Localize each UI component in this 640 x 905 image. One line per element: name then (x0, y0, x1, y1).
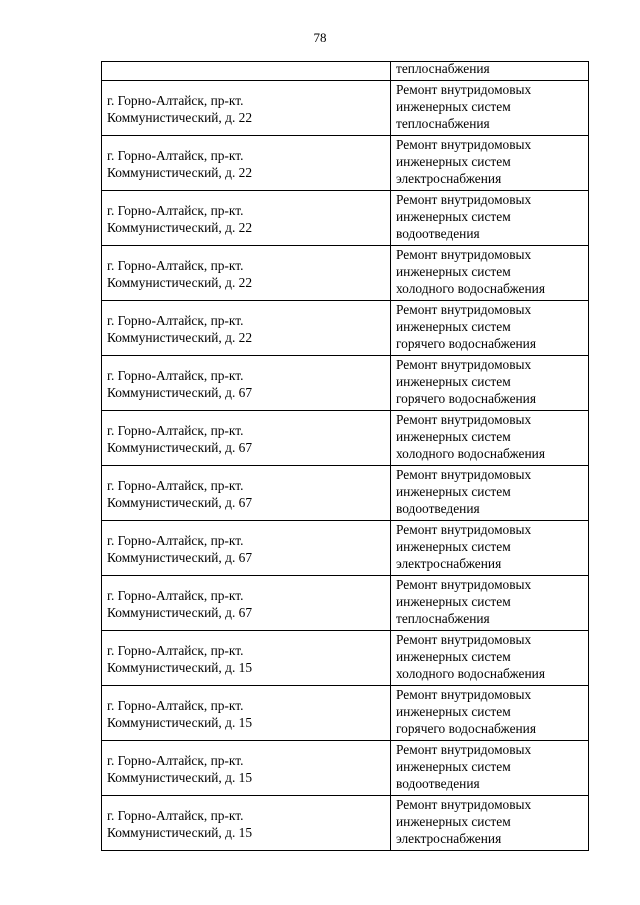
address-line: Коммунистический, д. 22 (107, 110, 253, 125)
address-cell (102, 686, 391, 741)
work-line: инженерных систем (396, 539, 511, 554)
work-cell (391, 741, 589, 796)
work-line: Ремонт внутридомовых (396, 522, 532, 537)
table-row (102, 136, 589, 191)
work-line: горячего водоснабжения (396, 391, 537, 406)
work-cell (391, 466, 589, 521)
address-line: г. Горно-Алтайск, пр-кт. (107, 423, 244, 438)
table-row (102, 521, 589, 576)
work-line: Ремонт внутридомовых (396, 742, 532, 757)
address-line: г. Горно-Алтайск, пр-кт. (107, 148, 244, 163)
address-line: Коммунистический, д. 22 (107, 275, 253, 290)
table-row-continuation (102, 62, 589, 81)
work-line: Ремонт внутридомовых (396, 357, 532, 372)
address-line: Коммунистический, д. 15 (107, 660, 253, 675)
work-cell: теплоснабжения (391, 62, 589, 81)
work-line: инженерных систем (396, 99, 511, 114)
work-line: инженерных систем (396, 594, 511, 609)
address-line: г. Горно-Алтайск, пр-кт. (107, 698, 244, 713)
work-line: Ремонт внутридомовых (396, 632, 532, 647)
work-cell (391, 301, 589, 356)
table-row (102, 246, 589, 301)
address-line: Коммунистический, д. 22 (107, 165, 253, 180)
work-line: электроснабжения (396, 171, 502, 186)
table-row (102, 411, 589, 466)
table-row (102, 741, 589, 796)
work-line: электроснабжения (396, 556, 502, 571)
work-cell (391, 191, 589, 246)
table-row (102, 356, 589, 411)
work-line: холодного водоснабжения (396, 281, 545, 296)
address-cell (102, 466, 391, 521)
work-line: водоотведения (396, 776, 480, 791)
work-line: холодного водоснабжения (396, 446, 545, 461)
address-line: г. Горно-Алтайск, пр-кт. (107, 478, 244, 493)
works-table (101, 61, 589, 851)
address-cell (102, 62, 391, 81)
address-line: Коммунистический, д. 15 (107, 770, 253, 785)
work-cell (391, 81, 589, 136)
address-line: г. Горно-Алтайск, пр-кт. (107, 93, 244, 108)
work-line: Ремонт внутридомовых (396, 302, 532, 317)
address-cell (102, 631, 391, 686)
work-cell (391, 246, 589, 301)
work-line: инженерных систем (396, 484, 511, 499)
address-line: Коммунистический, д. 15 (107, 715, 253, 730)
work-line: Ремонт внутридомовых (396, 577, 532, 592)
work-line: холодного водоснабжения (396, 666, 545, 681)
work-cell (391, 796, 589, 851)
work-line: теплоснабжения (396, 116, 490, 131)
address-cell (102, 301, 391, 356)
table-row (102, 576, 589, 631)
table-row (102, 191, 589, 246)
address-line: Коммунистический, д. 67 (107, 605, 253, 620)
work-line: горячего водоснабжения (396, 336, 537, 351)
table-row (102, 81, 589, 136)
work-line: инженерных систем (396, 704, 511, 719)
table-row (102, 686, 589, 741)
address-line: Коммунистический, д. 67 (107, 495, 253, 510)
address-line: Коммунистический, д. 67 (107, 385, 253, 400)
address-line: г. Горно-Алтайск, пр-кт. (107, 313, 244, 328)
work-line: теплоснабжения (396, 611, 490, 626)
work-line: водоотведения (396, 226, 480, 241)
address-line: г. Горно-Алтайск, пр-кт. (107, 643, 244, 658)
table-row (102, 631, 589, 686)
address-line: г. Горно-Алтайск, пр-кт. (107, 368, 244, 383)
address-cell (102, 741, 391, 796)
address-line: Коммунистический, д. 22 (107, 330, 253, 345)
address-line: г. Горно-Алтайск, пр-кт. (107, 533, 244, 548)
work-line: Ремонт внутридомовых (396, 137, 532, 152)
work-line: горячего водоснабжения (396, 721, 537, 736)
address-line: г. Горно-Алтайск, пр-кт. (107, 203, 244, 218)
works-table-body (102, 62, 589, 851)
work-cell (391, 136, 589, 191)
address-cell (102, 81, 391, 136)
work-line: инженерных систем (396, 649, 511, 664)
work-line: инженерных систем (396, 319, 511, 334)
table-row (102, 466, 589, 521)
work-line: водоотведения (396, 501, 480, 516)
work-line: Ремонт внутридомовых (396, 412, 532, 427)
work-line: инженерных систем (396, 814, 511, 829)
work-line: Ремонт внутридомовых (396, 467, 532, 482)
work-line: электроснабжения (396, 831, 502, 846)
work-cell (391, 356, 589, 411)
work-cell (391, 576, 589, 631)
address-line: г. Горно-Алтайск, пр-кт. (107, 808, 244, 823)
work-line: инженерных систем (396, 209, 511, 224)
work-line: инженерных систем (396, 759, 511, 774)
table-row (102, 796, 589, 851)
work-line: инженерных систем (396, 374, 511, 389)
work-line: Ремонт внутридомовых (396, 247, 532, 262)
address-line: Коммунистический, д. 67 (107, 550, 253, 565)
work-line: Ремонт внутридомовых (396, 687, 532, 702)
work-line: инженерных систем (396, 264, 511, 279)
work-line: инженерных систем (396, 429, 511, 444)
address-cell (102, 521, 391, 576)
address-cell (102, 411, 391, 466)
address-cell (102, 796, 391, 851)
work-cell (391, 631, 589, 686)
address-cell (102, 356, 391, 411)
work-cell (391, 686, 589, 741)
address-line: г. Горно-Алтайск, пр-кт. (107, 753, 244, 768)
address-cell (102, 246, 391, 301)
address-line: Коммунистический, д. 22 (107, 220, 253, 235)
address-cell (102, 191, 391, 246)
address-line: Коммунистический, д. 15 (107, 825, 253, 840)
address-line: г. Горно-Алтайск, пр-кт. (107, 258, 244, 273)
work-line: Ремонт внутридомовых (396, 82, 532, 97)
address-line: Коммунистический, д. 67 (107, 440, 253, 455)
work-line: Ремонт внутридомовых (396, 797, 532, 812)
address-line: г. Горно-Алтайск, пр-кт. (107, 588, 244, 603)
work-cell (391, 521, 589, 576)
table-row (102, 301, 589, 356)
work-cell (391, 411, 589, 466)
address-cell (102, 136, 391, 191)
work-line: Ремонт внутридомовых (396, 192, 532, 207)
page-number: 78 (313, 30, 327, 45)
address-cell (102, 576, 391, 631)
work-line: инженерных систем (396, 154, 511, 169)
